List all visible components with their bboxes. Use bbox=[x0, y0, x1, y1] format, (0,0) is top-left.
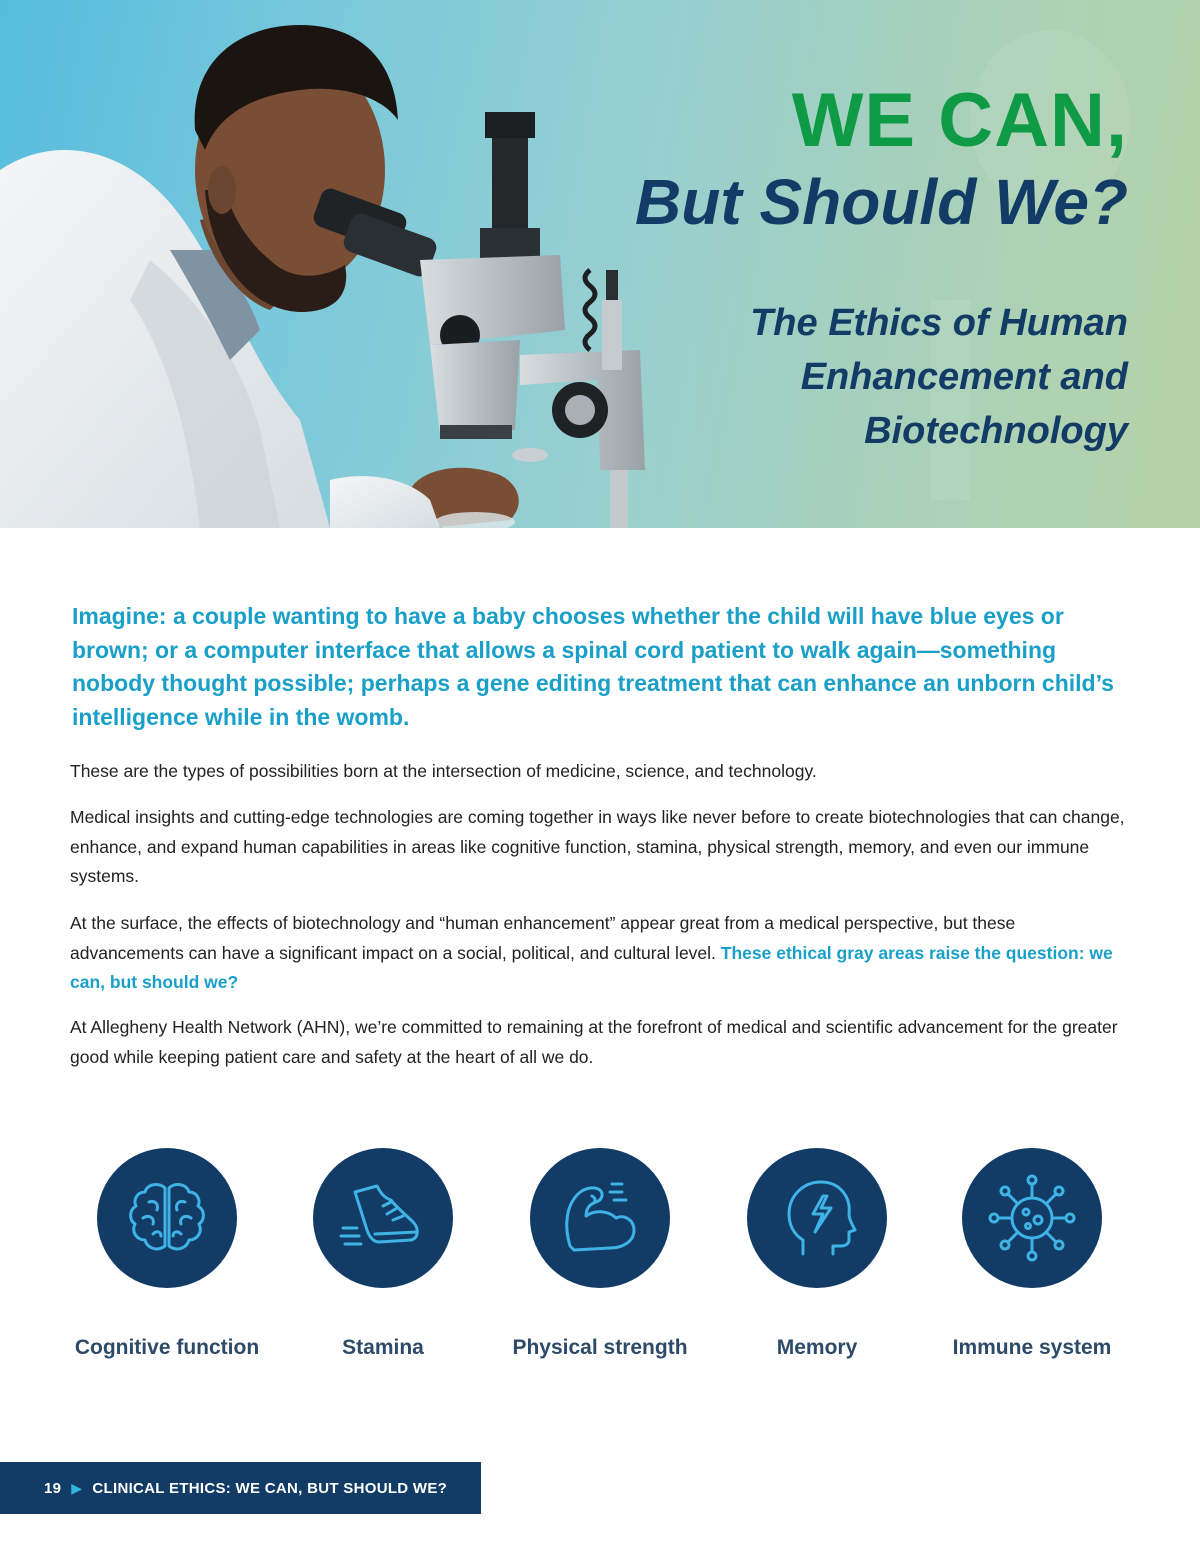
brain-icon bbox=[97, 1148, 237, 1288]
area-stamina bbox=[273, 1148, 493, 1360]
hero-banner bbox=[0, 0, 1200, 528]
lead-paragraph: Imagine: a couple wanting to have a baby chooses whether the child will have blue eyes or brown; or a computer interface that allows a spinal cord patient to walk again—something nobody thought possible; perhaps a gene editing treatment that can enhance an unborn child’s intelligence while in the womb. bbox=[72, 603, 1114, 730]
hero-subtitle: The Ethics of Human Enhancement and Biotechnology bbox=[750, 302, 1128, 452]
virus-icon bbox=[962, 1148, 1102, 1288]
head-lightning-icon bbox=[747, 1148, 887, 1288]
paragraph-2: Medical insights and cutting-edge technologies are coming together in ways like never before to create biotechnologies that can change, enhance, and expand human capabilities in areas like cognitive function, stamina, physical strength, memory, and even our immune systems. bbox=[70, 807, 1125, 886]
paragraph-3-text: At the surface, the effects of biotechnology and “human enhancement” appear great from a medical perspective, but these advancements can have a significant impact on a social, political, and cultural level. bbox=[70, 913, 1016, 963]
label-stamina: Stamina bbox=[342, 1336, 424, 1359]
area-strength bbox=[490, 1148, 710, 1360]
flexed-arm-icon bbox=[530, 1148, 670, 1288]
page-number: 19 bbox=[44, 1479, 62, 1497]
label-memory: Memory bbox=[776, 1336, 858, 1359]
title-but-should-we: But Should We? bbox=[635, 166, 1128, 238]
title-we-can: WE CAN, bbox=[791, 78, 1128, 163]
label-cognitive: Cognitive function bbox=[74, 1336, 260, 1359]
area-memory bbox=[707, 1148, 927, 1360]
paragraph-1: These are the types of possibilities born at the intersection of medicine, science, and technology. bbox=[70, 761, 817, 781]
page-footer bbox=[0, 1462, 481, 1514]
sneaker-icon bbox=[313, 1148, 453, 1288]
paragraph-3-highlight: These ethical gray areas raise the question: we can, but should we? bbox=[70, 942, 1113, 992]
label-strength: Physical strength bbox=[512, 1336, 688, 1359]
label-immune: Immune system bbox=[952, 1336, 1112, 1359]
paragraph-3 bbox=[70, 909, 1130, 998]
paragraph-4: At Allegheny Health Network (AHN), we’re committed to remaining at the forefront of medical and scientific advancement for the greater good while keeping patient care and safety at the heart of all we do. bbox=[70, 1017, 1118, 1067]
triangle-right-icon: ▶ bbox=[71, 1479, 83, 1496]
section-title: CLINICAL ETHICS: WE CAN, BUT SHOULD WE? bbox=[92, 1479, 448, 1497]
enhancement-areas bbox=[0, 1148, 1200, 1378]
area-immune bbox=[922, 1148, 1142, 1360]
hero-title bbox=[635, 78, 1128, 240]
area-cognitive bbox=[57, 1148, 277, 1360]
